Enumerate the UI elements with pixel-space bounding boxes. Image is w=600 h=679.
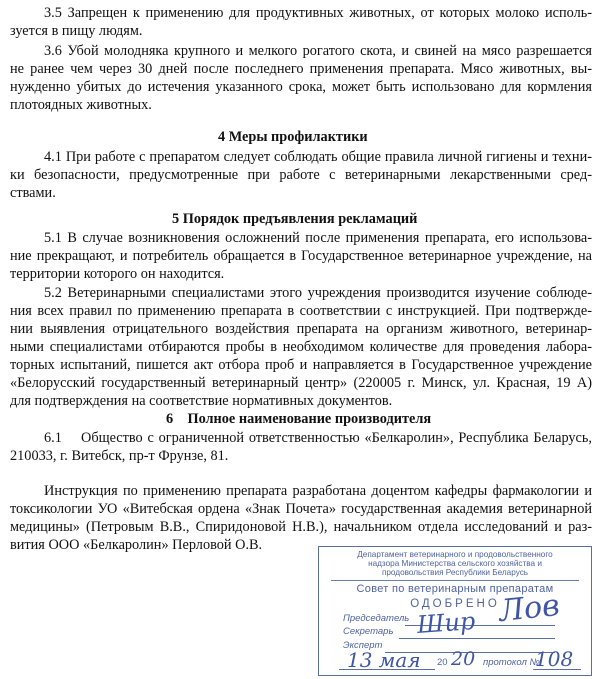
para-3-6-line-2: не ранее чем через 30 дней после последнего применения препарата. Мясо животных, вы-	[10, 61, 592, 77]
para-3-6-line-3: нужденно убитых до истечения указанного срока, может быть использовано для кормления	[10, 79, 592, 95]
stamp-org-line-2: надзора Министерства сельского хозяйства и	[368, 559, 542, 568]
handwritten-date: 13 мая	[347, 648, 421, 672]
para-6-1-line-1: 6.1 Общество с ограниченной ответственностью «Белкаролин», Республика Беларусь,	[44, 430, 592, 446]
para-4-1-line-3: ствами.	[10, 185, 56, 201]
handwritten-year: 20	[451, 648, 476, 670]
para-authors-line-4: вития ООО «Белкаролин» Перловой О.В.	[10, 537, 263, 553]
handwritten-signature-chairman: Лов	[497, 587, 562, 630]
para-3-6-line-1: 3.6 Убой молодняка крупного и мелкого рогатого скота, и свиней на мясо разрешается	[44, 43, 592, 59]
approval-stamp	[318, 546, 592, 676]
para-5-1-line-1: 5.1 В случае возникновения осложнений после применения препарата, его использова-	[44, 230, 592, 246]
para-5-2-line-1: 5.2 Ветеринарными специалистами этого учреждения производится изучение соблюде-	[44, 285, 592, 301]
para-5-2-line-3: нии выявления отрицательного воздействия препарата на организм животного, ветеринар-	[10, 321, 592, 337]
para-3-5-line-1: 3.5 Запрещен к применению для продуктивных животных, от которых молоко исполь-	[44, 5, 592, 21]
stamp-chairman-label: Председатель	[343, 613, 410, 624]
para-5-2-line-2: ния всех правил по применению препарата в соответствии с инструкцией. При подтвержде-	[10, 303, 592, 319]
para-4-1-line-2: ки безопасности, предусмотренные при работе с ветеринарными лекарственными сред-	[10, 167, 592, 183]
stamp-year-prefix: 20	[437, 657, 448, 668]
para-5-1-line-2: ние прекращают, и потребитель обращается в Государственное ветеринарное учреждение, на	[10, 248, 592, 264]
para-5-2-line-4: ными специалистами отбираются пробы в необходимом количестве для проведения лабора-	[10, 339, 592, 355]
handwritten-protocol-number: 108	[535, 647, 574, 671]
stamp-org-line-3: продовольствия Республики Беларусь	[381, 568, 529, 577]
para-4-1-line-1: 4.1 При работе с препаратом следует соблюдать общие правила личной гигиены и техни-	[44, 149, 592, 165]
section-heading-6: 6 Полное наименование производителя	[166, 411, 432, 427]
para-5-2-line-7: для подтверждения на соответствие нормативных документов.	[10, 393, 393, 409]
para-authors-line-3: медицины» (Петровым В.В., Спиридоновой Н.В.), начальником отдела исследований и раз-	[10, 519, 592, 535]
stamp-secretary-label: Секретарь	[343, 626, 394, 637]
para-authors-line-2: токсикологии УО «Витебская ордена «Знак Почета» государственная академия ветеринарной	[10, 501, 592, 517]
section-heading-4: 4 Меры профилактики	[218, 129, 368, 145]
section-heading-5: 5 Порядок предъявления рекламаций	[172, 211, 418, 227]
stamp-expert-label: Эксперт	[343, 640, 383, 651]
stamp-approved: ОДОБРЕНО	[410, 598, 500, 610]
stamp-council: Совет по ветеринарным препаратам	[356, 583, 554, 595]
para-3-5-line-2: зуется в пищу людям.	[10, 23, 143, 39]
handwritten-signature-secretary: Шир	[416, 607, 477, 639]
para-authors-line-1: Инструкция по применению препарата разработана доцентом кафедры фармакологии и	[44, 483, 592, 499]
stamp-divider	[331, 580, 579, 581]
stamp-protocol-label: протокол №	[483, 657, 540, 668]
para-6-1-line-2: 210033, г. Витебск, пр-т Фрунзе, 81.	[10, 448, 229, 464]
para-5-1-line-3: территории которого он находится.	[10, 266, 225, 282]
stamp-org-line-1: Департамент ветеринарного и продовольственного	[357, 550, 553, 559]
para-5-2-line-5: торных испытаний, пишется акт отбора проб и направляется в Государственное учреждение	[10, 357, 592, 373]
para-5-2-line-6: «Белорусский государственный ветеринарный центр» (220005 г. Минск, ул. Красная, 19 А)	[10, 375, 592, 391]
para-3-6-line-4: плотоядных животных.	[10, 97, 152, 113]
